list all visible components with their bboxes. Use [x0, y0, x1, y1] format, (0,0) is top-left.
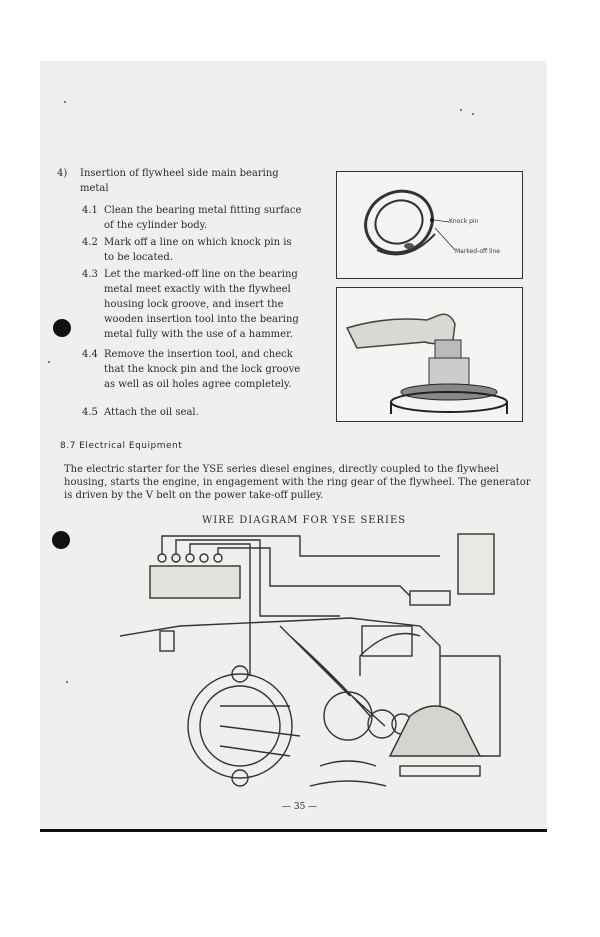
step-text: Let the marked-off line on the bearing metal meet exactly with the flywheel housing lock groove, and insert the wooden insertion tool into the bearing metal fully with the use of a hammer.	[104, 269, 299, 340]
diagram-title: WIRE DIAGRAM FOR YSE SERIES	[202, 515, 407, 526]
step-4-2	[82, 235, 312, 265]
speck	[460, 109, 462, 111]
bearing-metal-figure	[336, 171, 523, 279]
step-number: 4.2	[82, 237, 98, 248]
bearing-metal-drawing	[337, 172, 522, 278]
binder-hole	[52, 531, 70, 549]
speck	[64, 101, 66, 103]
step-4-4	[82, 347, 312, 397]
section-heading: 8.7 Electrical Equipment	[60, 441, 183, 451]
step-4-5	[82, 405, 312, 421]
step-text: Remove the insertion tool, and check that the knock pin and the lock groove as well as oil holes agree completely.	[104, 349, 301, 390]
speck	[48, 361, 50, 363]
document-page	[40, 61, 547, 832]
insertion-tool-drawing	[337, 288, 522, 421]
step-text: Attach the oil seal.	[104, 407, 199, 418]
step-number: 4.4	[82, 349, 98, 360]
marked-off-line-label: Marked-off line	[455, 248, 500, 255]
step-number: 4.1	[82, 205, 98, 216]
step-number: 4.3	[82, 269, 98, 280]
insertion-tool-figure	[336, 287, 523, 422]
step-4-3	[82, 267, 312, 342]
section-number: 4)	[57, 168, 68, 179]
speck	[472, 113, 474, 115]
step-4-1	[82, 203, 312, 233]
binder-hole	[53, 319, 71, 337]
step-text: Clean the bearing metal fitting surface of the cylinder body.	[104, 205, 302, 231]
step-text: Mark off a line on which knock pin is to be located.	[104, 237, 292, 263]
step-number: 4.5	[82, 407, 98, 418]
paragraph: The electric starter for the YSE series diesel engines, directly coupled to the flywheel housing, starts the engine, in engagement with the ring gear of the flywheel. The generator is driven by the V belt on the power take-off pulley.	[64, 464, 531, 501]
knock-pin-label: Knock pin	[449, 218, 479, 225]
page-number: — 35 —	[282, 802, 318, 812]
speck	[66, 681, 68, 683]
wire-diagram	[120, 526, 520, 791]
section-title: Insertion of flywheel side main bearing metal	[80, 168, 279, 194]
